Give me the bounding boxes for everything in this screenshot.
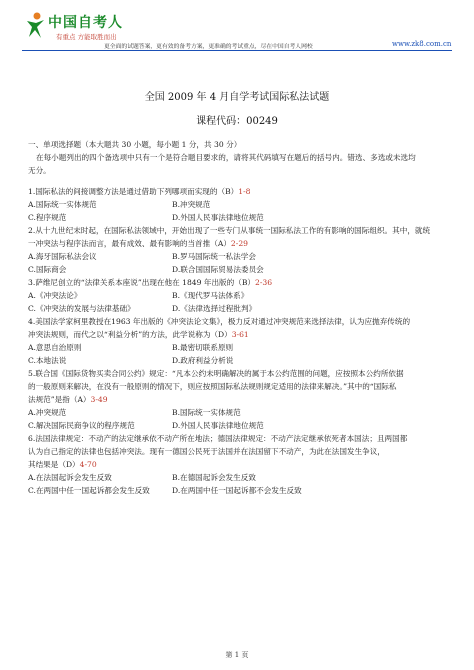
- question-text: 认为自己指定的法律也包括冲突法。现有一德国公民死于法国并在法国留下不动产，为此在法国发生争议，: [28, 447, 385, 456]
- question-text: 3.萨维尼创立的“法律关系本座说”出现在他在 1849 年出版的（B）2-36: [28, 278, 273, 287]
- logo-slogan: 有重点 方能取胜而出: [56, 33, 117, 41]
- answer-option: D.联合国国际贸易法委员会: [172, 265, 264, 274]
- question-item: [28, 432, 452, 497]
- question-text: 6.法国法律规定：不动产的法定继承依不动产所在地法；德国法律规定：不动产法定继承依死者本国法；且两国都: [28, 434, 408, 443]
- question-list: [28, 185, 452, 497]
- answer-option: D.政府利益分析说: [172, 356, 234, 365]
- answer-option: D.在两国中任一国起诉都不会发生反致: [172, 486, 302, 495]
- answer-option: A.在法国起诉会发生反致: [28, 473, 112, 482]
- option-row: [28, 263, 452, 276]
- answer-option: A.冲突规范: [28, 408, 67, 417]
- section-heading: 一、单项选择题（本大题共 30 小题，每小题 1 分，共 30 分）: [28, 140, 242, 149]
- answer-option: B.罗马国际统一私法学会: [172, 252, 256, 261]
- option-row: [28, 198, 452, 211]
- answer-option: D.《法律选择过程批判》: [172, 304, 257, 313]
- logo-figure-icon: [24, 12, 46, 40]
- header-divider: [22, 50, 452, 51]
- answer-option: C.国际商会: [28, 265, 67, 274]
- answer-option: B.国际统一实体规范: [172, 408, 241, 417]
- answer-option: C.程序规范: [28, 213, 67, 222]
- spacer: [28, 177, 452, 185]
- question-item: [28, 185, 452, 224]
- option-row: [28, 302, 452, 315]
- document-title: 全国 2009 年 4 月自学考试国际私法试题: [144, 92, 330, 103]
- question-item: [28, 276, 452, 315]
- option-row: [28, 484, 452, 497]
- course-code: 课程代码：00249: [196, 116, 278, 127]
- option-row: [28, 471, 452, 484]
- page-number: 第 1 页: [225, 651, 249, 659]
- answer-option: B.最密切联系原则: [172, 343, 234, 352]
- question-item: [28, 367, 452, 432]
- header-tagline: 更全面的试题答案，更有效的备考方案，更准确的考试重点，尽在中国自考人网校: [104, 44, 313, 50]
- answer-option: A.国际统一实体规范: [28, 200, 97, 209]
- website-link[interactable]: www.zk8.com.cn: [392, 40, 452, 48]
- option-row: [28, 354, 452, 367]
- answer-option: C.《冲突法的发展与法律基础》: [28, 304, 135, 313]
- question-item: [28, 224, 452, 276]
- option-row: [28, 211, 452, 224]
- answer-option: C.解决国际民商争议的程序规范: [28, 421, 135, 430]
- question-text: 1.国际私法的间接调整方法是通过借助下列哪项而实现的（B）1-8: [28, 187, 251, 196]
- question-text: 冲突法规则，而代之以“利益分析”的方法，此学说称为（D）3-61: [28, 330, 249, 339]
- question-text: 4.美国法学家柯里教授在1963 年出版的《冲突法论文集》，极力反对通过冲突规范来选择法律，认为应抛弃传统的: [28, 317, 411, 326]
- question-text: 其结果是（D）4-70: [28, 460, 97, 469]
- option-row: [28, 341, 452, 354]
- answer-reference: 1-8: [238, 187, 251, 196]
- option-row: [28, 406, 452, 419]
- question-text: 5.联合国《国际货物买卖合同公约》规定：“凡本公约未明确解决的属于本公约范围的问题，应按照本公约所依据: [28, 369, 404, 378]
- answer-reference: 2-36: [255, 278, 273, 287]
- answer-option: A.意思自治原则: [28, 343, 82, 352]
- question-text: 2.从十九世纪末时起，在国际私法领域中，开始出现了一些专门从事统一国际私法工作的有影响的国际组织。其中，就统: [28, 226, 431, 235]
- answer-reference: 2-29: [230, 239, 248, 248]
- question-text: 一冲突法与程序法而言，最有成效、最有影响的当首推（A）2-29: [28, 239, 248, 248]
- answer-option: A.《冲突法论》: [28, 291, 82, 300]
- question-text: 的一般原则来解决，在没有一般原则的情况下，则应按照国际私法规则规定适用的法律来解决。”其中的“国际私: [28, 382, 397, 391]
- logo-title: 中国自考人: [48, 14, 123, 30]
- answer-option: B.《现代罗马法体系》: [172, 291, 249, 300]
- option-row: [28, 419, 452, 432]
- answer-option: D.外国人民事法律地位规范: [172, 213, 264, 222]
- answer-option: B.冲突规范: [172, 200, 211, 209]
- answer-option: C.在两国中任一国起诉都会发生反致: [28, 486, 150, 495]
- answer-reference: 4-70: [79, 460, 97, 469]
- answer-option: A.海牙国际私法会议: [28, 252, 97, 261]
- question-item: [28, 315, 452, 367]
- question-text: 法规范”是指（A）3-49: [28, 395, 108, 404]
- answer-option: C.本地法说: [28, 356, 67, 365]
- answer-option: D.外国人民事法律地位规范: [172, 421, 264, 430]
- answer-reference: 3-61: [231, 330, 249, 339]
- answer-reference: 3-49: [90, 395, 108, 404]
- answer-option: B.在德国起诉会发生反致: [172, 473, 256, 482]
- option-row: [28, 289, 452, 302]
- instruction-line: 无分。: [28, 166, 51, 175]
- page-header: [0, 0, 474, 50]
- instruction-line: 在每小题列出的四个备选项中只有一个是符合题目要求的，请将其代码填写在题后的括号内。错选、多选或未选均: [36, 153, 416, 162]
- document-body: [28, 138, 452, 497]
- option-row: [28, 250, 452, 263]
